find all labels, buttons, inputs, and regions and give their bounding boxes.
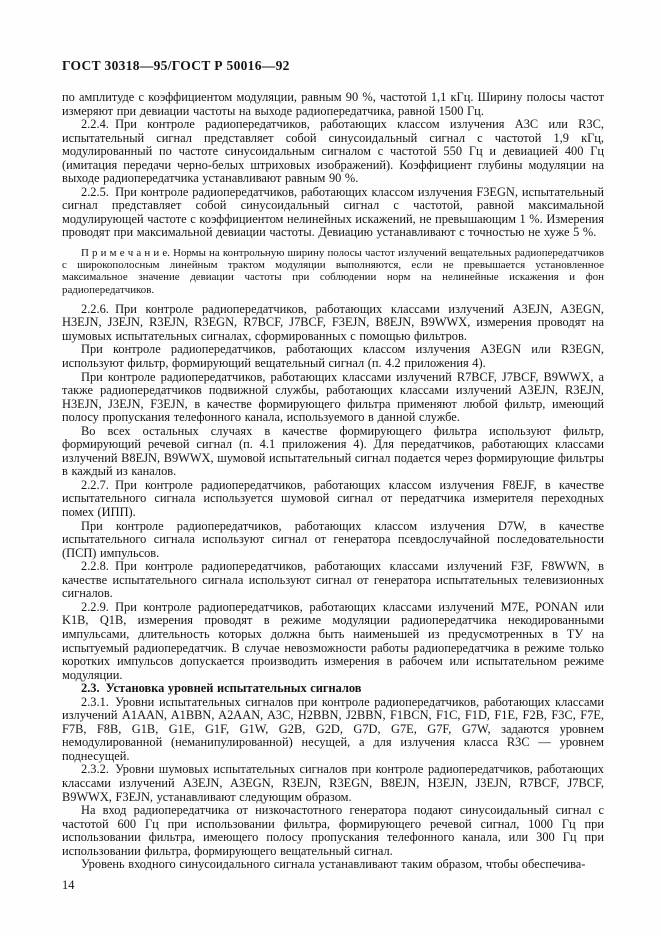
- page-number: 14: [62, 877, 75, 892]
- paragraph: 2.3.1. Уровни испытательных сигналов при контроле радиопередатчиков, работающих классами излучений A1AAN, A1BBN, A2AAN, A3C, H2BBN, J2BBN, F1BCN, F1C, F1D, F1E, F2B, F3C, F7E, F7B, F8B, G1B, G1E, G1F, G1W, G2B, G2D, G7D, G7E, G7F, G7W, задаются уровнем немодулированной (неманипулированной) несущей, а для излучения класса R3C — уровнем поднесущей.: [62, 694, 604, 763]
- paragraph: П р и м е ч а н и е. Нормы на контрольную ширину полосы частот излучений вещательных радиопередатчиков с широкополосным линейным трактом модуляции выполняются, если не превышается установленное максимальное значение девиации частоты при соблюдении норм на нелинейные искажения и фон радиопередатчиков.: [62, 247, 604, 296]
- paragraph: 2.3. Установка уровней испытательных сигналов: [81, 681, 362, 696]
- paragraph: 2.2.6. При контроле радиопередатчиков, работающих классами излучений A3EJN, A3EGN, H3EJN, J3EJN, R3EJN, R3EGN, R7BCF, J7BCF, F3EJN, B8EJN, B9WWX, измерения проводят на шумовых испытательных сигналах, сформированных с помощью фильтров.: [62, 301, 604, 343]
- paragraph: 2.2.5. При контроле радиопередатчиков, работающих классом излучения F3EGN, испытательный сигнал представляет собой синусоидальный сигнал с частотой, равной максимальной модулирующей частоте с коэффициентом нелинейных искажений, не превышающим 1 %. Измерения проводят при максимальной девиации частоты. Девиацию устанавливают с точностью не хуже 5 %.: [62, 184, 604, 240]
- document-body: [62, 91, 604, 872]
- paragraph: по амплитуде с коэффициентом модуляции, равным 90 %, частотой 1,1 кГц. Ширину полосы частот измеряют при девиации частоты на выходе радиопередатчика, равной 1500 Гц.: [62, 90, 604, 118]
- paragraph: При контроле радиопередатчиков, работающих классами излучений R7BCF, J7BCF, B9WWX, а также радиопередатчиков подвижной службы, работающих классами излучений A3EJN, R3EJN, H3EJN, J3EJN, F3EJN, в качестве формирующего фильтра применяют любой фильтр, имеющий полосу пропускания телефонного канала, используемого в данной службе.: [62, 369, 604, 425]
- paragraph: 2.2.8. При контроле радиопередатчиков, работающих классами излучений F3F, F8WWN, в качестве испытательного сигнала используют сигнал от генератора испытательных телевизионных сигналов.: [62, 559, 604, 601]
- paragraph: При контроле радиопередатчиков, работающих классом излучения A3EGN или R3EGN, используют фильтр, формирующий вещательный сигнал (п. 4.2 приложения 4).: [62, 342, 604, 371]
- paragraph: 2.2.9. При контроле радиопередатчиков, работающих классами излучений M7E, PONAN или K1B, Q1B, измерения проводят в режиме модуляции радиопередатчика некодированными импульсами, длительность которых должна быть наименьшей из предусмотренных в ТУ на испытуемый радиопередатчик. В случае невозможности работы радиопередатчика в режиме только коротких импульсов допускается производить измерения в рабочем или испытательном режиме модуляции.: [62, 599, 604, 682]
- paragraph: 2.2.4. При контроле радиопередатчиков, работающих классом излучения A3C или R3C, испытательный сигнал представляет собой синусоидальный сигнал с частотой 1,9 кГц, модулированный по частоте синусоидальным сигналом с частотой 550 Гц и девиацией 400 Гц (имитация передачи черно-белых штриховых изображений). Коэффициент глубины модуляции на выходе радиопередатчика устанавливают равным 90 %.: [62, 117, 604, 186]
- paragraph: 2.3.2. Уровни шумовых испытательных сигналов при контроле радиопередатчиков, работающих классами излучений A3EJN, A3EGN, R3EJN, R3EGN, B8EJN, H3EJN, J3EJN, R7BCF, J7BCF, B9WWX, F3EJN, устанавливают следующим образом.: [62, 762, 604, 804]
- paragraph: 2.2.7. При контроле радиопередатчиков, работающих классом излучения F8EJF, в качестве испытательного сигнала используется шумовой сигнал от передатчика измерителя переходных помех (ИПП).: [62, 477, 604, 520]
- paragraph: При контроле радиопередатчиков, работающих классом излучения D7W, в качестве испытательного сигнала используют сигнал от генератора псевдослучайной последовательности (ПСП) импульсов.: [62, 518, 604, 560]
- paragraph: Уровень входного синусоидального сигнала устанавливают таким образом, чтобы обеспечива-: [81, 857, 586, 872]
- paragraph: Во всех остальных случаях в качестве формирующего фильтра используют фильтр, формирующий речевой сигнал (п. 4.1 приложения 4). Для передатчиков, работающих классами излучений B8EJN, B9WWX, шумовой испытательный сигнал подается через формирующие фильтры в каждый из каналов.: [62, 423, 604, 479]
- document-title: ГОСТ 30318—95/ГОСТ Р 50016—92: [62, 58, 290, 73]
- paragraph: На вход радиопередатчика от низкочастотного генератора подают синусоидальный сигнал с частотой 600 Гц при использовании фильтра, формирующего речевой сигнал, 1000 Гц при использовании фильтра, имеющего полосу пропускания телефонного канала, или 300 Гц при использовании фильтра, формирующего вещательный сигнал.: [62, 803, 604, 858]
